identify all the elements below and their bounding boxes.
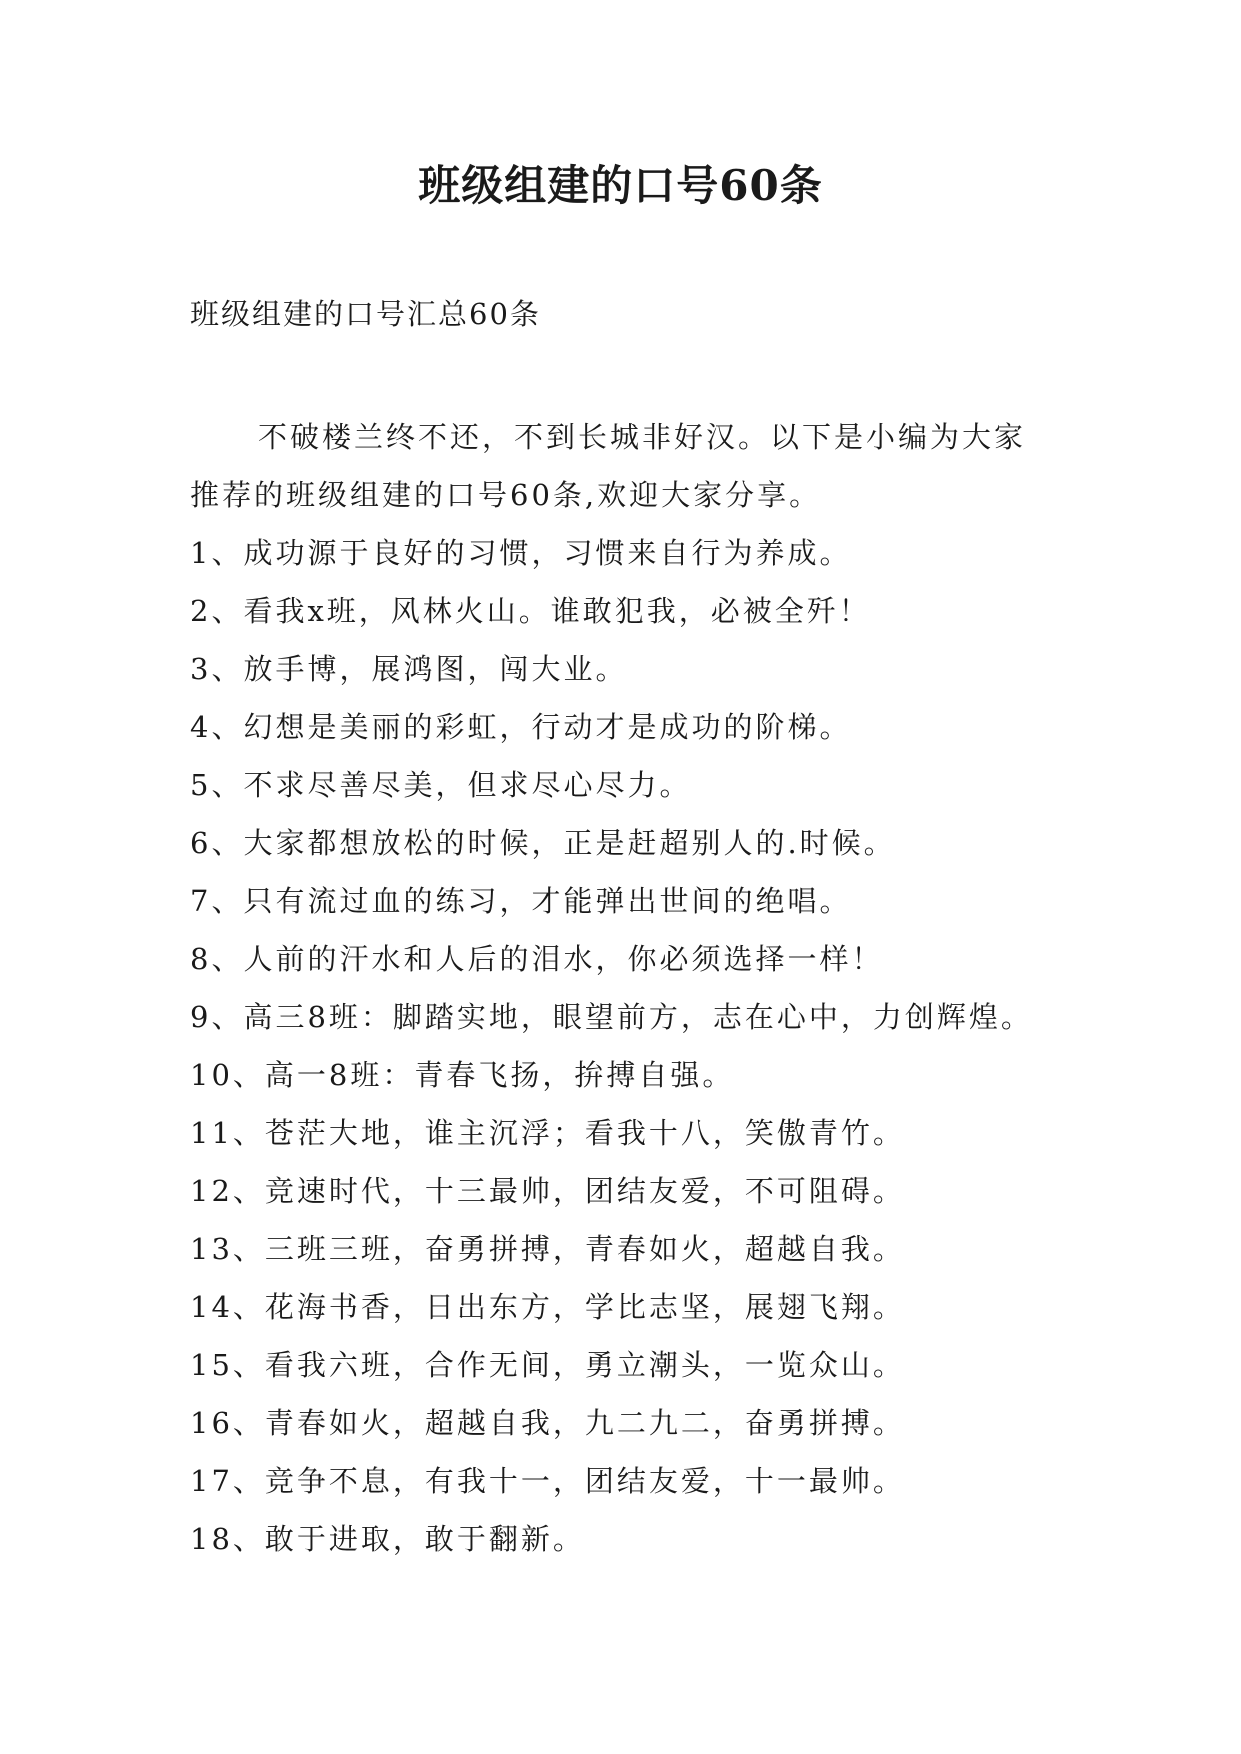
intro-line: 不破楼兰终不还，不到长城非好汉。以下是小编为大家 bbox=[258, 420, 1027, 454]
document-subtitle: 班级组建的口号汇总60条 bbox=[190, 297, 541, 331]
list-item: 1、成功源于良好的习惯，习惯来自行为养成。 bbox=[190, 536, 852, 570]
list-item: 11、苍茫大地，谁主沉浮；看我十八，笑傲青竹。 bbox=[190, 1116, 905, 1150]
list-item: 9、高三8班：脚踏实地，眼望前方，志在心中，力创辉煌。 bbox=[190, 1000, 1033, 1034]
list-item: 10、高一8班：青春飞扬，拚搏自强。 bbox=[190, 1058, 735, 1092]
list-item: 17、竞争不息，有我十一，团结友爱，十一最帅。 bbox=[190, 1464, 905, 1498]
slogan-list bbox=[190, 524, 1033, 1568]
list-item: 15、看我六班，合作无间，勇立潮头，一览众山。 bbox=[190, 1348, 905, 1382]
intro-line: 推荐的班级组建的口号60条,欢迎大家分享。 bbox=[190, 478, 822, 512]
document-title: 班级组建的口号60条 bbox=[418, 161, 823, 210]
list-item: 5、不求尽善尽美，但求尽心尽力。 bbox=[190, 768, 692, 802]
list-item: 8、人前的汗水和人后的泪水，你必须选择一样！ bbox=[190, 942, 884, 976]
list-item: 6、大家都想放松的时候，正是赶超别人的.时候。 bbox=[190, 826, 896, 860]
list-item: 18、敢于进取，敢于翻新。 bbox=[190, 1522, 585, 1556]
list-item: 14、花海书香，日出东方，学比志坚，展翅飞翔。 bbox=[190, 1290, 905, 1324]
list-item: 12、竞速时代，十三最帅，团结友爱，不可阻碍。 bbox=[190, 1174, 905, 1208]
list-item: 13、三班三班，奋勇拼搏，青春如火，超越自我。 bbox=[190, 1232, 905, 1266]
list-item: 16、青春如火，超越自我，九二九二，奋勇拼搏。 bbox=[190, 1406, 905, 1440]
list-item: 3、放手博，展鸿图，闯大业。 bbox=[190, 652, 628, 686]
intro-paragraph bbox=[190, 408, 1070, 524]
list-item: 2、看我x班，风林火山。谁敢犯我，必被全歼！ bbox=[190, 594, 871, 628]
list-item: 4、幻想是美丽的彩虹，行动才是成功的阶梯。 bbox=[190, 710, 852, 744]
list-item: 7、只有流过血的练习，才能弹出世间的绝唱。 bbox=[190, 884, 852, 918]
